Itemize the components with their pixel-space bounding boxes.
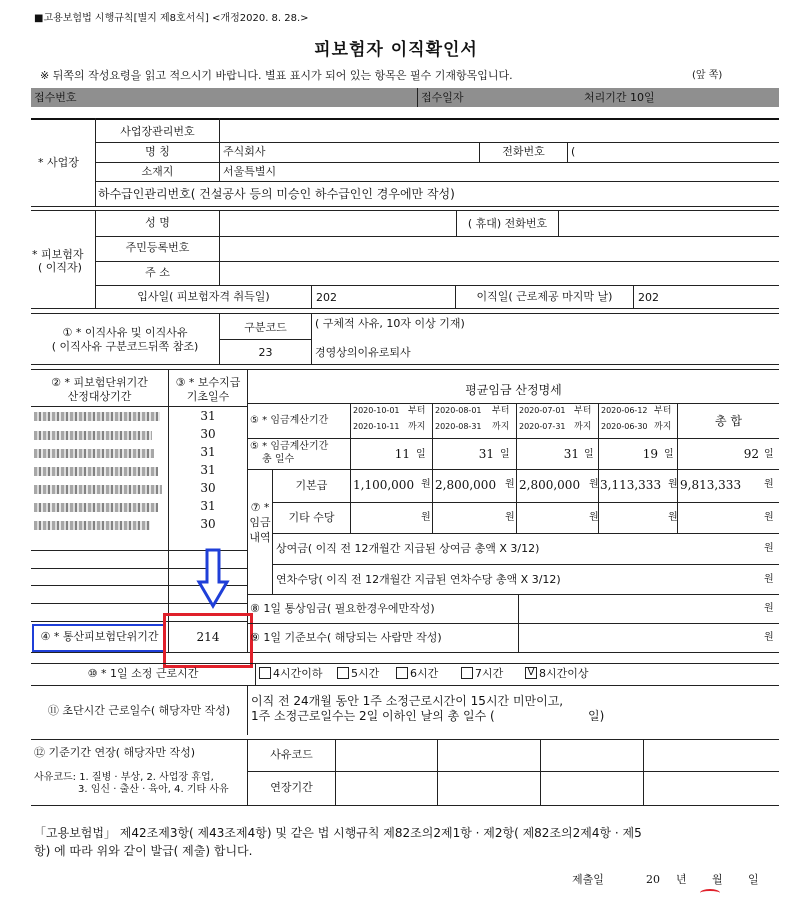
employer-phone-label: 전화번호: [502, 145, 545, 158]
wage-period-from: 2020-06-12: [601, 406, 648, 415]
short-time-text-1: 이직 전 24개월 동안 1주 소정근로시간이 15시간 미만이고,: [251, 694, 564, 708]
hours-option-checkbox-checked[interactable]: V: [525, 667, 537, 679]
hours-option-label: 7시간: [475, 667, 504, 680]
redacted-period: [34, 467, 158, 476]
page-side-label: (앞 쪽): [692, 70, 723, 81]
won-unit: 원: [589, 512, 599, 523]
redacted-period: [34, 503, 158, 512]
won-unit: 원: [505, 479, 515, 490]
won-unit: 원: [505, 512, 515, 523]
insured-rrn-label: 주민등록번호: [125, 241, 190, 254]
won-unit: 원: [421, 479, 431, 490]
days-value: 31: [563, 447, 579, 461]
extension-reason-code-label: 사유코드: [270, 748, 313, 761]
base-pay-value: 1,100,000: [353, 478, 415, 492]
period-days: 31: [200, 409, 216, 423]
days-value: 11: [394, 447, 410, 461]
redacted-period: [34, 412, 160, 421]
employer-phone-value: (: [571, 145, 576, 158]
down-arrow-icon: [196, 548, 230, 610]
page-title: 피보험자 이직확인서: [314, 40, 478, 60]
hours-option-label: 8시간이상: [539, 667, 589, 680]
wage-period-from: 2020-10-01: [353, 406, 400, 415]
period-days: 30: [200, 481, 216, 495]
hours-option-label: 4시간이하: [273, 667, 323, 680]
highlight-blue-box: [32, 624, 166, 652]
statement-line-2: 항) 에 따라 위와 같이 발급( 제출) 합니다.: [34, 844, 253, 858]
wage-total-label: 총 합: [715, 414, 742, 428]
extension-codes-2: 3. 임신 · 출산 · 육아, 4. 기타 사유: [78, 784, 229, 795]
reason-label-1: ① * 이직사유 및 이직사유: [62, 326, 188, 339]
highlight-red-box: [163, 613, 253, 668]
insured-address-label: 주 소: [145, 266, 170, 279]
hire-date-label: 입사일( 피보험자격 취득일): [137, 290, 270, 303]
base-pay-label: 기본급: [295, 479, 328, 492]
won-unit: 원: [764, 574, 774, 585]
short-time-text-2-end: 일): [588, 709, 605, 723]
wage-period-to: 2020-07-31: [519, 422, 566, 431]
annual-leave-pay-label: 연차수당( 이직 전 12개월간 지급된 연차수당 총액 X 3/12): [276, 573, 561, 586]
wage-period-to-suffix: 까지: [492, 422, 510, 432]
days-value: 92: [743, 447, 759, 461]
hours-option-checkbox[interactable]: [259, 667, 271, 679]
submit-day-label: 일: [748, 873, 759, 886]
base-pay-value: 2,800,000: [519, 478, 581, 492]
insured-mobile-label: ( 휴대) 전화번호: [467, 217, 548, 230]
hire-date-value: 202: [316, 291, 337, 304]
receipt-number-label: 접수번호: [34, 91, 77, 104]
periods-col2-label-2: 기초일수: [186, 390, 230, 403]
statement-line-1: 「고용보험법」 제42조제3항( 제43조제4항) 및 같은 법 시행규칙 제82조의2제1항 · 제2항( 제82조의2제4항 · 제5: [34, 826, 642, 840]
insured-section-label-1: * 피보험자: [32, 248, 84, 261]
won-unit: 원: [764, 543, 774, 554]
wage-period-to: 2020-06-30: [601, 422, 648, 431]
periods-col1-label-1: ② * 피보험단위기간: [51, 376, 148, 389]
won-unit: 원: [668, 512, 678, 523]
reason-detail-value: 경영상의이유로퇴사: [315, 346, 411, 359]
base-pay-value: 9,813,333: [680, 478, 742, 492]
processing-period-label: 처리기간 10일: [584, 91, 655, 104]
wage-period-from: 2020-07-01: [519, 406, 566, 415]
hours-option-checkbox[interactable]: [337, 667, 349, 679]
days-label-2: 총 일수: [262, 454, 295, 465]
work-hours-label: ⑩ * 1일 소정 근로시간: [87, 667, 199, 680]
extension-codes-1: 사유코드: 1. 질병 · 부상, 2. 사업장 휴업,: [34, 772, 214, 783]
submit-year-label: 년: [676, 873, 687, 886]
wage-period-to: 2020-08-31: [435, 422, 482, 431]
wage-period-from-suffix: 부터: [654, 406, 672, 416]
won-unit: 원: [764, 632, 774, 643]
period-days: 30: [200, 517, 216, 531]
reason-detail-label: ( 구체적 사유, 10자 이상 기재): [315, 317, 465, 330]
employer-address-label: 소재지: [141, 165, 174, 178]
extension-period-label: 연장기간: [270, 781, 313, 794]
period-days: 31: [200, 463, 216, 477]
short-time-label: ⑪ 초단시간 근로일수( 해당자만 작성): [47, 704, 231, 717]
form-reference: ■고용보험법 시행규칙[별지 제8호서식] <개정2020. 8. 28.>: [34, 13, 309, 24]
base-pay-value: 3,113,333: [600, 478, 662, 492]
insured-name-label: 성 명: [145, 216, 170, 229]
wage-period-from-suffix: 부터: [408, 406, 426, 416]
wage-period-to-suffix: 까지: [408, 422, 426, 432]
redacted-period: [34, 431, 152, 440]
daily-base-pay-label: ⑨ 1일 기준보수( 해당되는 사람만 작성): [250, 631, 442, 644]
hours-option-checkbox[interactable]: [396, 667, 408, 679]
leave-date-label: 이직일( 근로제공 마지막 날): [476, 290, 613, 303]
submit-date-label: 제출일: [572, 873, 604, 886]
redacted-period: [34, 521, 150, 530]
calc-period-label: ⑤ * 임금계산기간: [250, 415, 329, 426]
reason-label-2: ( 이직사유 구분코드뒤쪽 참조): [51, 340, 199, 353]
leave-date-value: 202: [638, 291, 659, 304]
day-unit: 일: [664, 449, 674, 460]
total-period-label: ④ * 통산피보험단위기간: [40, 630, 159, 643]
period-days: 31: [200, 499, 216, 513]
wage-table-header: 평균임금 산정명세: [465, 383, 562, 397]
subcontract-label: 하수급인관리번호( 건설공사 등의 미승인 하수급인인 경우에만 작성): [98, 187, 455, 201]
day-unit: 일: [416, 449, 426, 460]
notice-text: ※ 뒤쪽의 작성요령을 읽고 적으시기 바랍니다. 별표 표시가 되어 있는 항목은 필수 기재항목입니다.: [40, 69, 513, 82]
won-unit: 원: [589, 479, 599, 490]
short-time-text-2: 1주 소정근로일수는 2일 이하인 날의 총 일수 (: [251, 709, 495, 723]
hours-option-checkbox[interactable]: [461, 667, 473, 679]
base-pay-value: 2,800,000: [435, 478, 497, 492]
employer-mgmt-no-label: 사업장관리번호: [120, 125, 195, 138]
won-unit: 원: [668, 479, 678, 490]
wage-period-to-suffix: 까지: [654, 422, 672, 432]
reason-code-label: 구분코드: [244, 321, 287, 334]
days-label-1: ⑤ * 임금계산기간: [250, 441, 329, 452]
employer-address-value: 서울특별시: [223, 165, 277, 178]
wage-period-from-suffix: 부터: [574, 406, 592, 416]
won-unit: 원: [421, 512, 431, 523]
insured-section-label-2: ( 이직자): [38, 261, 82, 274]
employer-name-label: 명 칭: [145, 145, 170, 158]
day-unit: 일: [500, 449, 510, 460]
other-allowance-label: 기타 수당: [288, 511, 335, 524]
submit-year-prefix: 20: [646, 873, 660, 886]
periods-col1-label-2: 산정대상기간: [67, 390, 132, 403]
day-unit: 일: [764, 449, 774, 460]
employer-name-value: 주식회사: [223, 145, 266, 158]
total-period-value: 214: [196, 630, 220, 644]
periods-col2-label-1: ③ * 보수지급: [175, 376, 241, 389]
wage-items-label: ⑦ * 임금내역: [249, 501, 271, 544]
day-unit: 일: [584, 449, 594, 460]
wage-period-from: 2020-08-01: [435, 406, 482, 415]
wage-period-from-suffix: 부터: [492, 406, 510, 416]
bonus-label: 상여금( 이직 전 12개월간 지급된 상여금 총액 X 3/12): [276, 542, 540, 555]
extension-label: ⑫ 기준기간 연장( 해당자만 작성): [34, 746, 196, 759]
receipt-date-label: 접수일자: [421, 91, 464, 104]
period-days: 31: [200, 445, 216, 459]
wage-period-to-suffix: 까지: [574, 422, 592, 432]
hours-option-label: 6시간: [410, 667, 439, 680]
won-unit: 원: [764, 479, 774, 490]
won-unit: 원: [764, 603, 774, 614]
hours-option-label: 5시간: [351, 667, 380, 680]
receipt-bar: [31, 88, 779, 107]
red-stamp-mark: [700, 889, 720, 897]
reason-code-value: 23: [258, 346, 273, 359]
won-unit: 원: [764, 512, 774, 523]
days-value: 31: [478, 447, 494, 461]
redacted-period: [34, 449, 154, 458]
submit-month-label: 월: [712, 873, 723, 886]
ordinary-wage-label: ⑧ 1일 통상임금( 필요한경우에만작성): [250, 602, 435, 615]
redacted-period: [34, 485, 162, 494]
wage-period-to: 2020-10-11: [353, 422, 400, 431]
employer-section-label: * 사업장: [38, 156, 79, 169]
days-value: 19: [642, 447, 658, 461]
period-days: 30: [200, 427, 216, 441]
